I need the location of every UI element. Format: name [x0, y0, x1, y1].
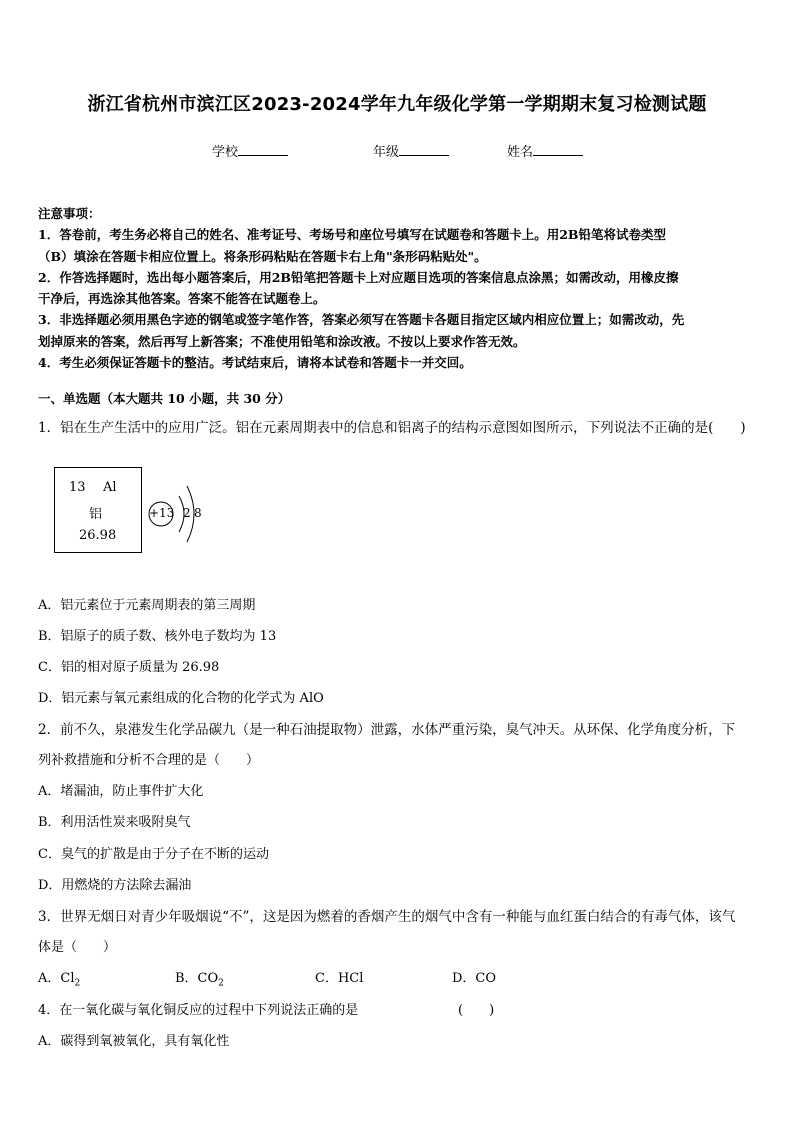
- q3-option-a[interactable]: A．$Cl_2$: [38, 971, 81, 989]
- q4-answer-paren: ( ): [458, 1003, 495, 1018]
- school-field[interactable]: [212, 141, 288, 160]
- grade-label: 年级: [373, 145, 400, 160]
- q2-option-d[interactable]: D．用燃烧的方法除去漏油: [38, 878, 192, 893]
- school-blank[interactable]: [238, 143, 288, 156]
- name-blank[interactable]: [533, 143, 583, 156]
- q1-option-a[interactable]: A．铝元素位于元素周期表的第三周期: [38, 598, 256, 613]
- notes-heading: 注意事项：: [38, 206, 101, 221]
- note-line: （B）填涂在答题卡相应位置上。将条形码粘贴在答题卡右上角"条形码粘贴处"。: [38, 248, 487, 264]
- ion-structure-diagram: [145, 474, 215, 550]
- q2-option-b[interactable]: B．利用活性炭来吸附臭气: [38, 815, 191, 830]
- q1-option-c[interactable]: C．铝的相对原子质量为 26.98: [38, 660, 220, 675]
- note-line: 划掉原来的答案，然后再写上新答案；不准使用铅笔和涂改液。不按以上要求作答无效。: [38, 333, 526, 349]
- element-symbol: Al: [103, 480, 117, 495]
- note-line: 干净后，再选涂其他答案。答案不能答在试题卷上。: [38, 291, 326, 307]
- page-title: 浙江省杭州市滨江区2023-2024学年九年级化学第一学期期末复习检测试题: [87, 94, 707, 115]
- q3-stem-line1: 3．世界无烟日对青少年吸烟说“不”，这是因为燃着的香烟产生的烟气中含有一种能与血红蛋白结合的有毒气体，该气: [38, 909, 736, 925]
- name-label: 姓名: [507, 145, 534, 160]
- periodic-table-cell: [54, 467, 142, 553]
- q4-stem: 4．在一氧化碳与氧化铜反应的过程中下列说法正确的是: [38, 1003, 359, 1018]
- q1-option-d[interactable]: D．铝元素与氧元素组成的化合物的化学式为 AlO: [38, 691, 324, 706]
- element-name: 铝: [89, 507, 103, 522]
- shell2-electrons: 8: [194, 506, 202, 520]
- grade-field[interactable]: [373, 141, 449, 160]
- school-label: 学校: [212, 145, 239, 160]
- note-line: 2．作答选择题时，选出每小题答案后，用2B铅笔把答题卡上对应题目选项的答案信息点涂黑；如需改动，用橡皮擦: [38, 269, 679, 285]
- atomic-mass: 26.98: [79, 528, 117, 543]
- shell1-electrons: 2: [183, 506, 191, 520]
- q2-stem-line1: 2．前不久，泉港发生化学品碳九（是一种石油提取物）泄露，水体严重污染，臭气冲天。从环保、化学角度分析，下: [38, 722, 736, 738]
- q3-option-d[interactable]: D．CO: [452, 971, 497, 986]
- q1-option-b[interactable]: B．铝原子的质子数、核外电子数均为 13: [38, 629, 277, 644]
- name-field[interactable]: [507, 141, 583, 160]
- nucleus-charge: +13: [149, 506, 175, 520]
- q3-option-b[interactable]: B．$CO_2$: [175, 971, 224, 989]
- grade-blank[interactable]: [399, 143, 449, 156]
- note-line: 4．考生必须保证答题卡的整洁。考试结束后，请将本试卷和答题卡一并交回。: [38, 355, 472, 371]
- q2-option-c[interactable]: C．臭气的扩散是由于分子在不断的运动: [38, 847, 269, 862]
- section-heading: 一、单选题（本大题共 10 小题，共 30 分）: [38, 391, 291, 406]
- note-line: 1．答卷前，考生务必将自己的姓名、准考证号、考场号和座位号填写在试题卷和答题卡上。用2B铅笔将试卷类型: [38, 227, 666, 243]
- q3-stem-line2: 体是（ ）: [38, 940, 117, 955]
- notes-section: [38, 203, 758, 373]
- q1-stem: 1．铝在生产生活中的应用广泛。铝在元素周期表中的信息和铝离子的结构示意图如图所示，下列说法不正确的是( ): [38, 420, 746, 436]
- q3-option-c[interactable]: C．HCl: [315, 971, 364, 986]
- q2-stem-line2: 列补救措施和分析不合理的是（ ）: [38, 753, 260, 768]
- note-line: 3．非选择题必须用黑色字迹的钢笔或签字笔作答，答案必须写在答题卡各题目指定区域内相应位置上；如需改动，先: [38, 312, 685, 328]
- atomic-number: 13: [69, 480, 86, 495]
- q4-option-a[interactable]: A．碳得到氧被氧化，具有氧化性: [38, 1034, 230, 1049]
- q2-option-a[interactable]: A．堵漏油，防止事件扩大化: [38, 784, 204, 799]
